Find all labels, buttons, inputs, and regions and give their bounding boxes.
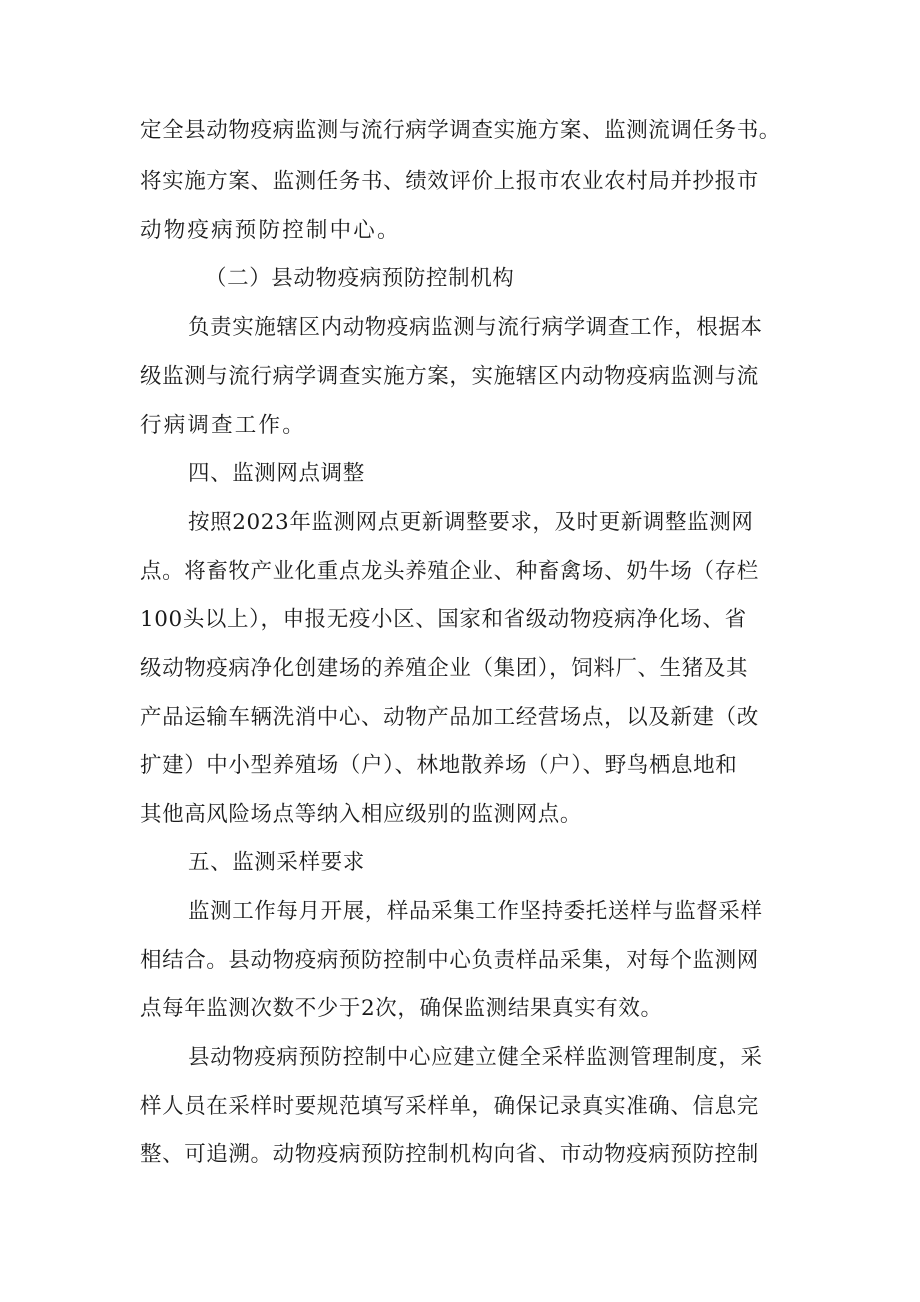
text-line: 按照2023年监测网点更新调整要求，及时更新调整监测网 (188, 510, 754, 535)
text-line: 扩建）中小型养殖场（户）、林地散养场（户）、野鸟栖息地和 (140, 753, 738, 778)
section-heading: 四、监测网点调整 (188, 461, 365, 486)
text-line: 其他高风险场点等纳入相应级别的监测网点。 (140, 802, 583, 827)
section-heading: 五、监测采样要求 (188, 850, 365, 875)
text-line: 级监测与流行病学调查实施方案，实施辖区内动物疫病监测与流 (140, 364, 759, 389)
text-line: 定全县动物疫病监测与流行病学调查实施方案、监测流调任务书。 (140, 118, 781, 143)
text-line: 点。将畜牧产业化重点龙头养殖企业、种畜禽场、奶牛场（存栏 (140, 559, 759, 584)
text-line: 行病调查工作。 (140, 413, 306, 438)
section-heading: （二）县动物疫病预防控制机构 (205, 266, 515, 291)
text-line: 动物疫病预防控制中心。 (140, 218, 401, 243)
text-line: 监测工作每月开展，样品采集工作坚持委托送样与监督采样 (188, 899, 763, 924)
text-line: 级动物疫病净化创建场的养殖企业（集团），饲料厂、生猪及其 (140, 656, 749, 681)
text-line: 100头以上），申报无疫小区、国家和省级动物疫病净化场、省 (140, 607, 747, 632)
text-line: 点每年监测次数不少于2次，确保监测结果真实有效。 (140, 996, 663, 1021)
text-line: 负责实施辖区内动物疫病监测与流行病学调查工作，根据本 (188, 315, 763, 340)
text-line: 相结合。县动物疫病预防控制中心负责样品采集，对每个监测网 (140, 948, 759, 973)
text-line: 县动物疫病预防控制中心应建立健全采样监测管理制度，采 (188, 1045, 763, 1070)
text-line: 将实施方案、监测任务书、绩效评价上报市农业农村局并抄报市 (140, 169, 759, 194)
text-line: 样人员在采样时要规范填写采样单，确保记录真实准确、信息完 (140, 1094, 759, 1119)
text-line: 整、可追溯。动物疫病预防控制机构向省、市动物疫病预防控制 (140, 1142, 759, 1167)
text-line: 产品运输车辆洗消中心、动物产品加工经营场点，以及新建（改 (140, 705, 759, 730)
